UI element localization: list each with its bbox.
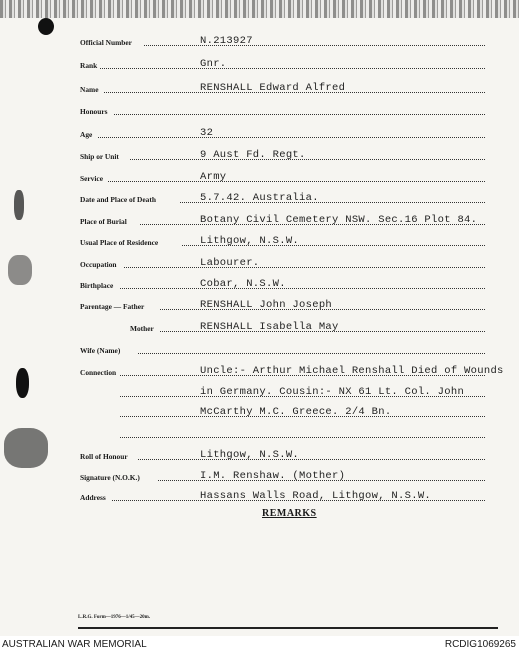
date-place-death-label: Date and Place of Death — [80, 195, 156, 204]
field-age — [0, 124, 519, 140]
field-connection-cont — [0, 383, 519, 399]
service-label: Service — [80, 174, 103, 183]
roll-of-honour-value: Lithgow, N.S.W. — [200, 449, 300, 461]
birthplace-value: Cobar, N.S.W. — [200, 278, 286, 290]
rank-label: Rank — [80, 61, 98, 70]
field-place-of-burial — [0, 211, 519, 227]
field-rank — [0, 55, 519, 71]
wife-label: Wife (Name) — [80, 346, 121, 355]
field-name — [0, 79, 519, 95]
occupation-value: Labourer. — [200, 257, 260, 269]
ship-or-unit-value: 9 Aust Fd. Regt. — [200, 149, 306, 161]
parentage-father-value: RENSHALL John Joseph — [200, 299, 333, 311]
signature-label: Signature (N.O.K.) — [80, 473, 140, 482]
field-honours — [0, 101, 519, 117]
footer-record-id: RCDIG1069265 — [444, 639, 516, 650]
field-roll-of-honour — [0, 446, 519, 462]
field-usual-residence — [0, 232, 519, 248]
bottom-rule — [78, 627, 498, 629]
official-number-value: N.213927 — [200, 35, 253, 47]
occupation-label: Occupation — [80, 260, 117, 269]
scan-edge — [0, 0, 519, 18]
field-parentage-father — [0, 296, 519, 312]
date-place-death-value: 5.7.42. Australia. — [200, 192, 319, 204]
archive-footer — [0, 636, 519, 654]
field-address — [0, 487, 519, 503]
parentage-father-label: Parentage — Father — [80, 302, 145, 311]
signature-value: I.M. Renshaw. (Mother) — [200, 470, 346, 482]
field-official-number — [0, 32, 519, 48]
connection-line: Uncle:- Arthur Michael Renshall Died of Wounds — [200, 365, 504, 377]
place-of-burial-label: Place of Burial — [80, 217, 127, 226]
birthplace-label: Birthplace — [80, 281, 114, 290]
address-label: Address — [80, 493, 106, 502]
form-code: L.R.G. Form—1976—1/45—20m. — [78, 615, 151, 620]
usual-residence-value: Lithgow, N.S.W. — [200, 235, 300, 247]
field-signature — [0, 467, 519, 483]
parentage-mother-value: RENSHALL Isabella May — [200, 321, 339, 333]
field-occupation — [0, 254, 519, 270]
age-value: 32 — [200, 127, 214, 139]
address-value: Hassans Walls Road, Lithgow, N.S.W. — [200, 490, 432, 502]
service-value: Army — [200, 171, 227, 183]
age-label: Age — [80, 130, 93, 139]
official-number-label: Official Number — [80, 38, 132, 47]
roll-of-honour-label: Roll of Honour — [80, 452, 128, 461]
place-of-burial-value: Botany Civil Cemetery NSW. Sec.16 Plot 84. — [200, 214, 478, 226]
field-birthplace — [0, 275, 519, 291]
name-label: Name — [80, 85, 99, 94]
connection-line: McCarthy M.C. Greece. 2/4 Bn. — [200, 406, 392, 418]
field-connection-cont — [0, 424, 519, 440]
field-connection-cont — [0, 403, 519, 419]
name-value: RENSHALL Edward Alfred — [200, 82, 346, 94]
field-connection — [0, 362, 519, 378]
ship-or-unit-label: Ship or Unit — [80, 152, 119, 161]
field-wife — [0, 340, 519, 356]
footer-institution: AUSTRALIAN WAR MEMORIAL — [2, 639, 147, 650]
field-date-place-death — [0, 189, 519, 205]
honours-label: Honours — [80, 107, 108, 116]
connection-line: in Germany. Cousin:- NX 61 Lt. Col. John — [200, 386, 465, 398]
usual-residence-label: Usual Place of Residence — [80, 238, 159, 247]
remarks-heading: REMARKS — [262, 508, 317, 519]
parentage-mother-label: Mother — [130, 324, 154, 333]
field-service — [0, 168, 519, 184]
field-parentage-mother — [0, 318, 519, 334]
connection-label: Connection — [80, 368, 117, 377]
field-ship-or-unit — [0, 146, 519, 162]
rank-value: Gnr. — [200, 58, 227, 70]
